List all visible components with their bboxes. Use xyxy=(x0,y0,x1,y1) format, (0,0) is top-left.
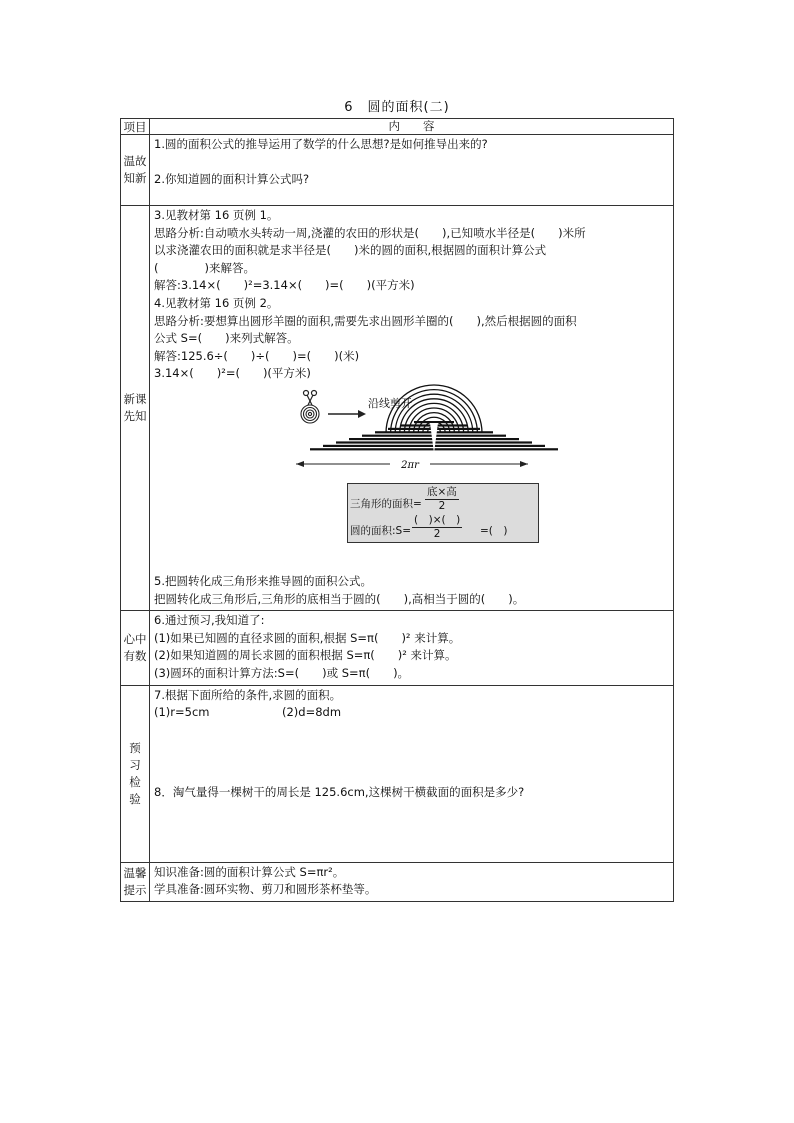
example-1-answer: 解答:3.14×( )²=3.14×( )=( )(平方米) xyxy=(154,278,415,293)
section-label-check: 心中 有数 xyxy=(121,611,150,685)
question-6-1: (1)如果已知圆的直径求圆的面积,根据 S=π( )² 来计算。 xyxy=(154,630,461,645)
section-check xyxy=(121,611,674,685)
circle-area-fraction: ( )×( ) 2 xyxy=(414,513,461,540)
section-preview xyxy=(121,206,674,611)
review-content xyxy=(150,135,674,206)
check-content xyxy=(150,611,674,685)
triangle-strips xyxy=(310,421,558,453)
section-label-tips: 温馨 提示 xyxy=(121,862,150,901)
test-content xyxy=(150,685,674,862)
scissors-icon xyxy=(304,390,317,405)
question-7-part-2: (2)d=8dm xyxy=(282,705,342,720)
example-2-title: 4.见教材第 16 页例 2。 xyxy=(154,295,279,310)
header-content: 内 容 xyxy=(150,119,674,135)
strip xyxy=(414,421,454,423)
circle-area-label: 圆的面积:S= xyxy=(350,524,412,537)
question-5-fill: 把圆转化成三角形后,三角形的底相当于圆的( ),高相当于圆的( )。 xyxy=(154,591,525,606)
circle-to-triangle-figure xyxy=(154,383,670,573)
triangle-area-label: 三角形的面积= xyxy=(350,497,422,510)
triangle-area-fraction: 底×高 2 xyxy=(427,485,457,512)
small-circle-icon xyxy=(301,405,319,423)
question-6: 6.通过预习,我知道了: xyxy=(154,613,265,628)
header-item: 项目 xyxy=(121,119,150,135)
question-7: 7.根据下面所给的条件,求圆的面积。 xyxy=(154,687,342,702)
question-6-3: (3)圆环的面积计算方法:S=( )或 S=π( )。 xyxy=(154,665,410,680)
header-row xyxy=(121,119,674,135)
example-2-answer-1: 解答:125.6÷( )÷( )=( )(米) xyxy=(154,348,360,363)
question-2: 2.你知道圆的面积计算公式吗? xyxy=(154,171,310,186)
preview-content xyxy=(150,206,674,611)
question-5: 5.把圆转化成三角形来推导圆的面积公式。 xyxy=(154,573,372,588)
formula-box xyxy=(347,483,539,543)
circle-area-result: =( ) xyxy=(480,524,508,537)
worksheet-table xyxy=(120,118,674,902)
question-7-parts xyxy=(154,704,670,722)
tip-knowledge: 知识准备:圆的面积计算公式 S=πr²。 xyxy=(154,864,345,879)
tips-content xyxy=(150,862,674,901)
example-1-analysis-2: 以求浇灌农田的面积就是求半径是( )米的圆的面积,根据圆的面积计算公式 xyxy=(154,243,547,258)
question-7-part-1: (1)r=5cm xyxy=(154,705,210,720)
example-1-analysis-1: 思路分析:自动喷水头转动一周,浇灌的农田的形状是( ),已知喷水半径是( )米所 xyxy=(154,225,586,240)
section-test xyxy=(121,685,674,862)
tip-tools: 学具准备:圆环实物、剪刀和圆形茶杯垫等。 xyxy=(154,882,377,897)
question-6-2: (2)如果知道圆的周长求圆的面积根据 S=π( )² 来计算。 xyxy=(154,648,457,663)
example-2-analysis-2: 公式 S=( )来列式解答。 xyxy=(154,331,299,346)
example-1-title: 3.见教材第 16 页例 1。 xyxy=(154,208,279,222)
question-8: 8．淘气量得一棵树干的周长是 125.6cm,这棵树干横截面的面积是多少? xyxy=(154,784,525,799)
section-label-review: 温故 知新 xyxy=(121,135,150,206)
example-1-analysis-3: ( )来解答。 xyxy=(154,260,255,275)
section-label-preview: 新课 先知 xyxy=(121,206,150,611)
base-label: 2πr xyxy=(401,459,419,471)
example-2-analysis-1: 思路分析:要想算出圆形羊圈的面积,需要先求出圆形羊圈的( ),然后根据圆的面积 xyxy=(154,313,577,328)
section-tips xyxy=(121,862,674,901)
section-review xyxy=(121,135,674,206)
question-1: 1.圆的面积公式的推导运用了数学的什么思想?是如何推导出来的? xyxy=(154,137,488,151)
page-title: 6 圆的面积(二) xyxy=(344,100,450,115)
arrow-icon xyxy=(328,410,366,418)
base-arrow-diagram xyxy=(154,455,674,475)
cut-label: 沿线剪开 xyxy=(368,396,412,410)
example-2-answer-2: 3.14×( )²=( )(平方米) xyxy=(154,366,311,381)
section-label-test: 预 习 检 验 xyxy=(121,685,150,862)
